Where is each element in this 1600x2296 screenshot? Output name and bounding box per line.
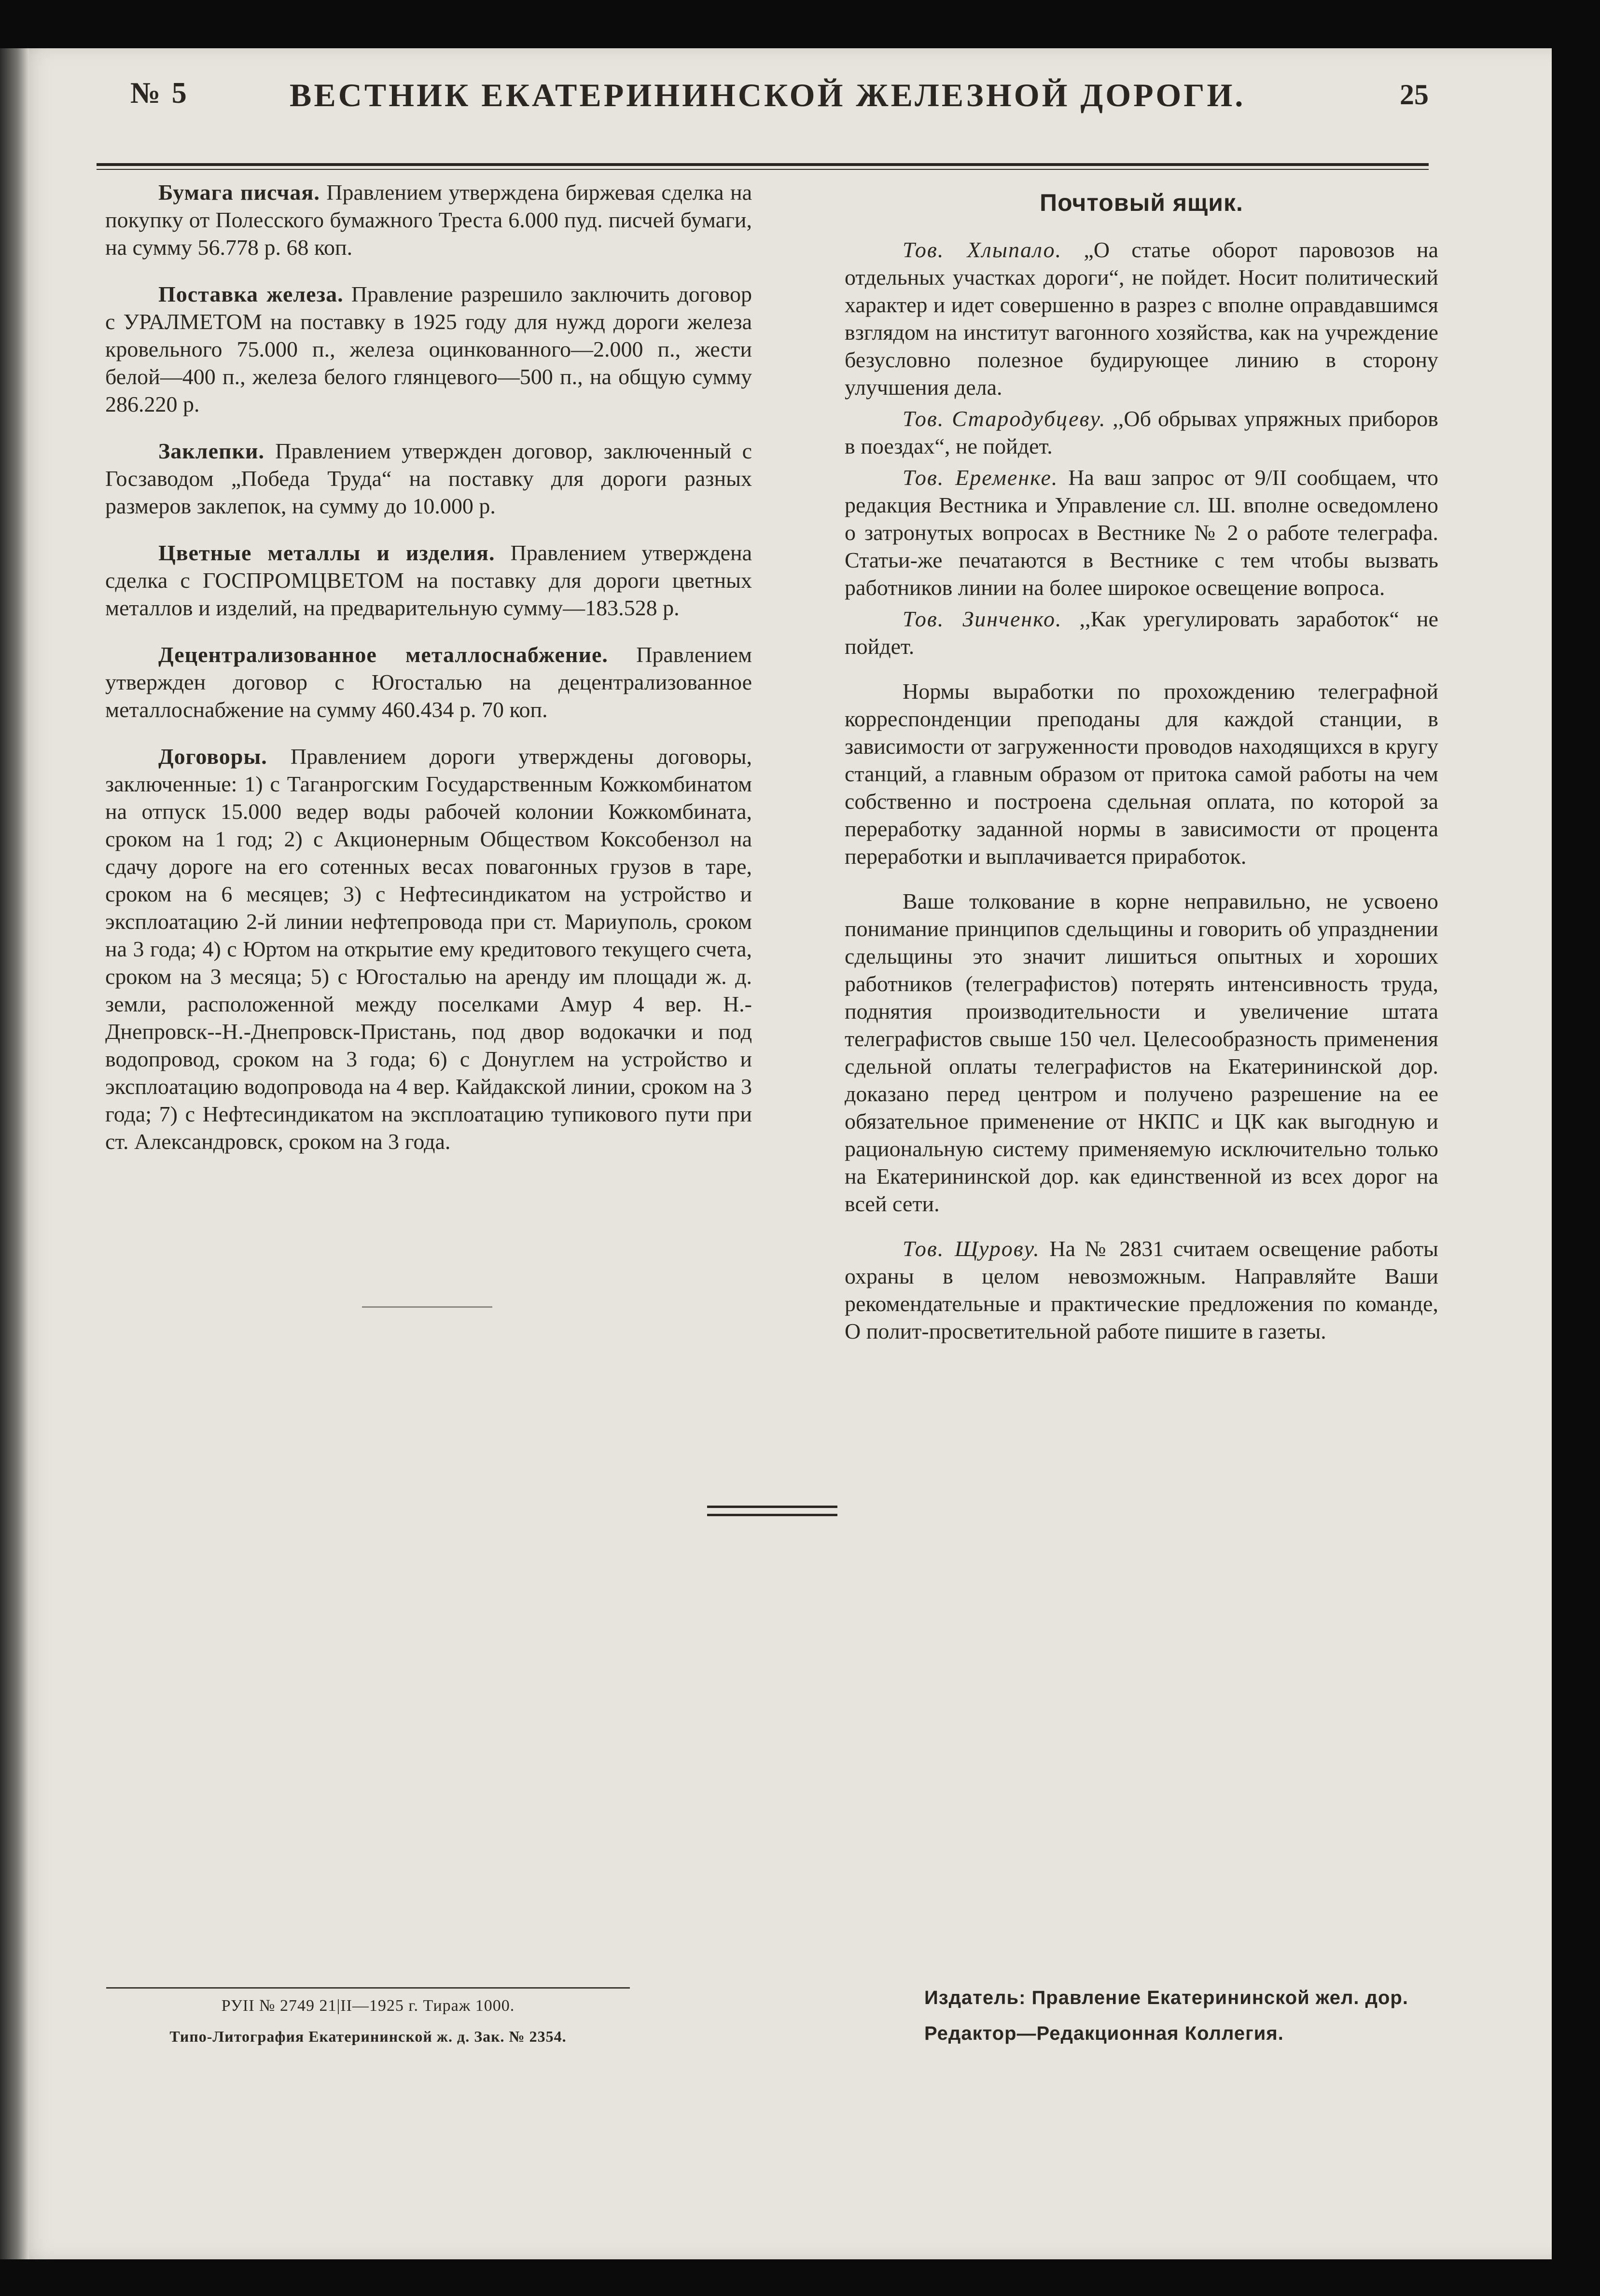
mailbox-title: Почтовый ящик. [1040, 189, 1243, 216]
article [105, 539, 752, 622]
header-rule [97, 163, 1429, 166]
reply-text: На № 2831 считаем освещение работы охраны в целом невозможным. Направляйте Ваши рекомендательные и практические предложения по команде, О полит-просветительной работе пишите в газеты. [845, 1236, 1438, 1343]
binding-shadow [0, 48, 29, 2259]
reply-paragraph [845, 678, 1438, 870]
issue-number: № 5 [130, 77, 189, 110]
journal-title: ВЕСТНИК ЕКАТЕРИНИНСКОЙ ЖЕЛЕЗНОЙ ДОРОГИ. [290, 77, 1246, 113]
left-column [105, 179, 752, 1175]
addressee: Тов. Стародубцеву. [903, 406, 1106, 431]
addressee: Тов. Щурову. [903, 1236, 1040, 1261]
letter-reply [845, 605, 1438, 660]
article-body: Правление разрешило заключить договор с УРАЛМЕТОМ на поставку в 1925 году для нужд дороги железа кровельного 75.000 п., железа оцинкованного—2.000 п., жести белой—400 п., железа белого глянцевого—500 п., на общую сумму 286.220 р. [105, 282, 752, 416]
letter-reply [845, 464, 1438, 601]
article-body: Правлением утверждена биржевая сделка на покупку от Полесского бумажного Треста 6.000 пуд. писчей бумаги, на сумму 56.778 р. 68 коп. [105, 180, 752, 260]
article-heading: Децентрализованное металлоснабжение. [158, 642, 608, 667]
reply-text: ,,Как урегулировать заработок“ не пойдет. [845, 607, 1438, 659]
article-heading: Цветные металлы и изделия. [158, 540, 495, 565]
reply-text: „О статье оборот паровозов на отдельных участках дороги“, не пойдет. Носит политический характер и идет совершенно в разрез с вполне оправдавшимся взглядом на институт вагонного хозяйства, как на учреждение безусловно полезное будирующее линию в сторону улучшения дела. [845, 237, 1438, 400]
article-heading: Поставка железа. [158, 282, 344, 306]
reply-text: Ваше толкование в корне неправильно, не усвоено понимание принципов сдельщины и говорить об упразднении сдельщины это значит лишиться опытных и хороших работников (телеграфистов) потерять интенсивность труда, поднятия производительности и увеличение штата телеграфистов свыше 150 чел. Целесообразность применения сдельной оплаты телеграфистов на Екатерининской дор. доказано перед центром и получено разрешение на ее обязательное применение от НКПС и ЦК как выгодную и рациональную систему применяемую исключительно только на Екатерининской дор. как единственной из всех дорог на всей сети. [845, 889, 1438, 1216]
article-heading: Договоры. [158, 744, 267, 769]
article [105, 743, 752, 1155]
editor-line: Редактор—Редакционная Коллегия. [924, 2023, 1284, 2044]
article-body: Правлением утвержден договор, заключенный с Госзаводом „Победа Труда“ на поставку для дороги разных размеров заклепок, на сумму до 10.000 р. [105, 439, 752, 518]
article [105, 179, 752, 261]
page-header [101, 76, 1429, 113]
article [105, 437, 752, 520]
printer-info: Типо-Литография Екатерининской ж. д. Зак. № 2354. [169, 2028, 567, 2045]
end-divider-lower [707, 1514, 837, 1516]
reply-text: Нормы выработки по прохождению телеграфной корреспонденции преподаны для каждой станции, в зависимости от загруженности проводов находящихся в кругу станций, а главным образом от притока самой работы на чем собственно и построена сдельная оплата, по которой за переработку заданной нормы в зависимости от процента переработки и выплачивается приработок. [845, 679, 1438, 869]
right-column [845, 179, 1438, 1349]
print-info: РУII № 2749 21|II—1925 г. Тираж 1000. [221, 1997, 515, 2015]
article-body: Правлением утвержден договор с Югосталью на децентрализованное металлоснабжение на сумму 460.434 р. 70 коп. [105, 642, 752, 722]
article [105, 280, 752, 418]
reply-text: ,,Об обрывах упряжных приборов в поездах“, не пойдет. [845, 406, 1438, 458]
footer-rule [106, 1987, 630, 1989]
reply-text: На ваш запрос от 9/II сообщаем, что редакция Вестника и Управление сл. Ш. вполне осведомлено о затронутых вопросах в Вестнике № 2 о работе телеграфа. Статьи-же печатаются в Вестнике с тем чтобы вызвать работников линии на более широкое освещение вопроса. [845, 465, 1438, 600]
end-divider [707, 1506, 837, 1508]
addressee: Тов. Хлыпало. [903, 237, 1062, 262]
article-body: Правлением дороги утверждены договоры, заключенные: 1) с Таганрогским Государственным Кожкомбинатом на отпуск 15.000 ведер воды рабочей колонии Кожкомбината, сроком на 1 год; 2) с Акционерным Обществом Коксобензол на сдачу дороге на его сотенных весах повагонных грузов в таре, сроком на 6 месяцев; 3) с Нефтесиндикатом на устройство и эксплоатацию 2-й линии нефтепровода при ст. Мариуполь, сроком на 3 года; 4) с Юртом на открытие ему кредитового текущего счета, сроком на 3 месяца; 5) с Югосталью на аренду им площади ж. д. земли, расположенной между поселками Амур 4 вер. Н.-Днепровск--Н.-Днепровск-Пристань, под двор водокачки и под водопровод, сроком на 3 года; 6) с Донуглем на устройство и эксплоатацию водопровода на 4 вер. Кайдакской линии, сроком на 3 года; 7) с Нефтесиндикатом на эксплоатацию тупикового пути при ст. Александровск, сроком на 3 года. [105, 744, 752, 1154]
addressee: Тов. Зинченко. [903, 607, 1062, 631]
article [105, 641, 752, 723]
letter-reply [845, 236, 1438, 401]
header-rule-thin [97, 169, 1429, 170]
article-heading: Бумага писчая. [158, 180, 320, 205]
article-body: Правлением утверждена сделка с ГОСПРОМЦВЕТОМ на поставку для дороги цветных металлов и изделий, на предварительную сумму—183.528 р. [105, 540, 752, 620]
addressee: Тов. Еременке. [903, 465, 1058, 490]
letter-reply [845, 405, 1438, 460]
section-divider [362, 1306, 492, 1308]
letter-reply [845, 1235, 1438, 1345]
page-number: 25 [1400, 79, 1429, 111]
publisher-line: Издатель: Правление Екатерининской жел. дор. [924, 1987, 1408, 2008]
article-heading: Заклепки. [158, 439, 265, 463]
reply-paragraph [845, 887, 1438, 1217]
